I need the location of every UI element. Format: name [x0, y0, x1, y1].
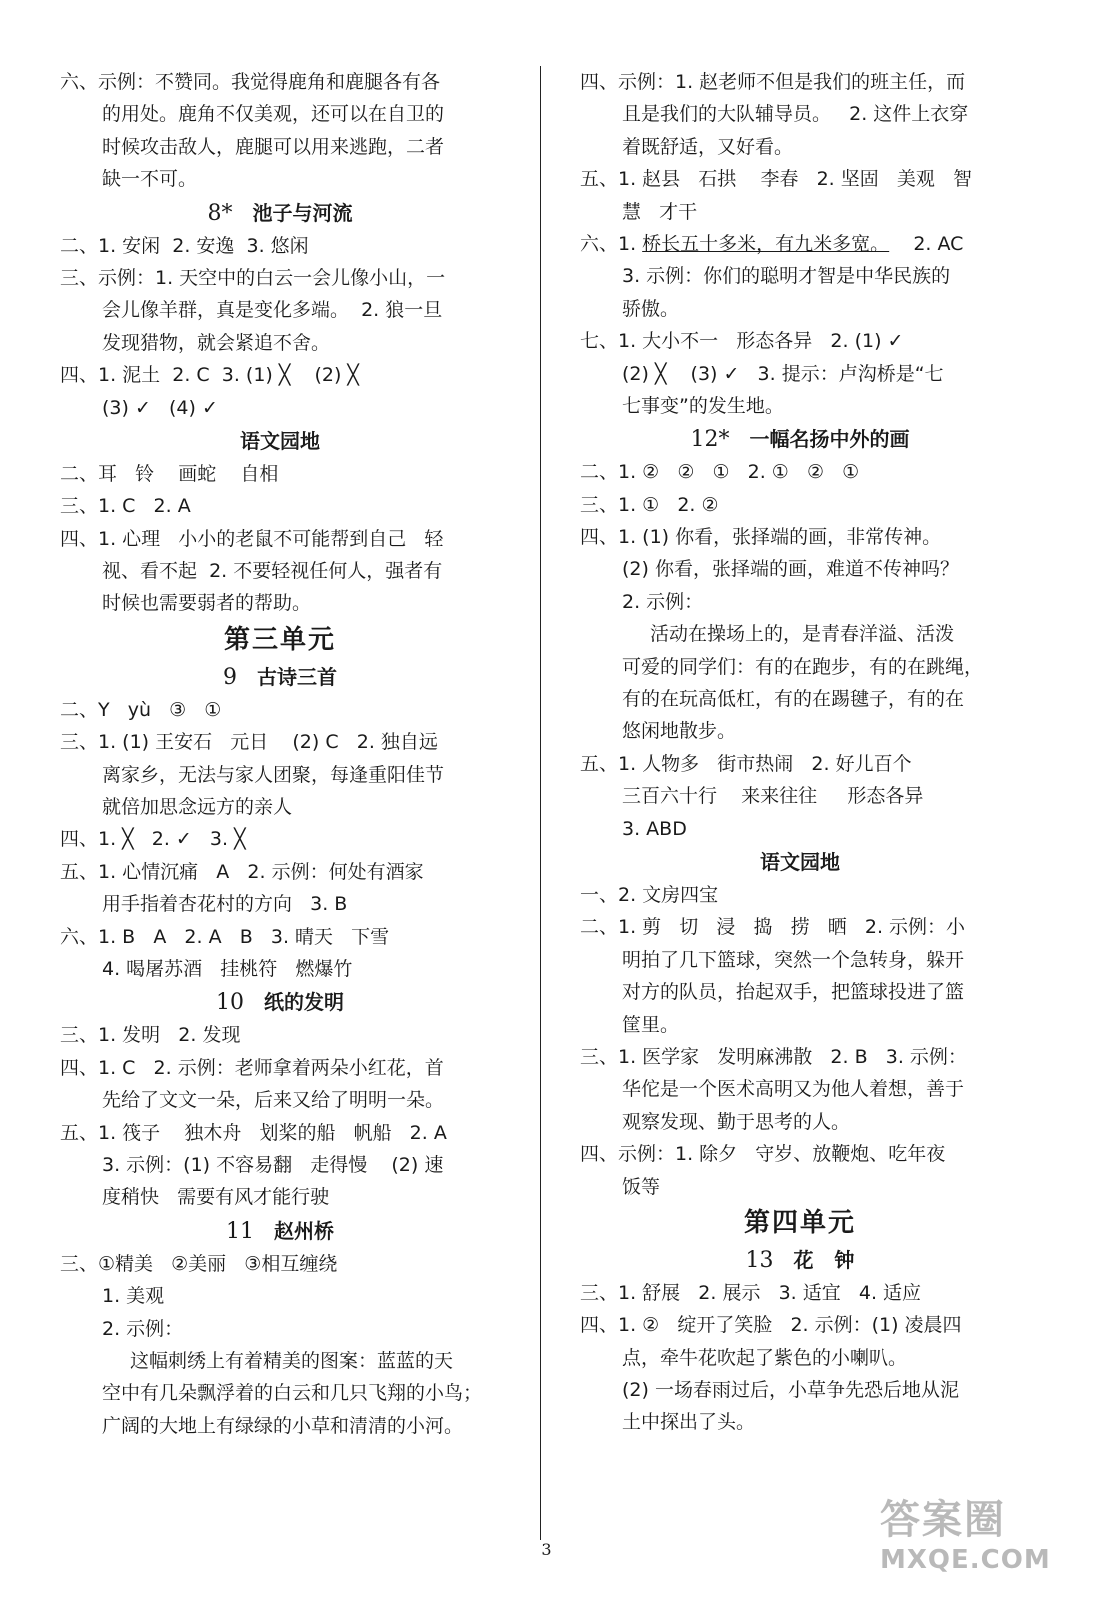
answer-text: 三、示例：1. 天空中的白云一会儿像小山，一 — [60, 266, 446, 289]
answer-text: 3. ABD — [622, 817, 687, 840]
answer-line — [580, 683, 1020, 715]
answer-line — [60, 823, 500, 855]
answer-text: 三、1. 发明 2. 发现 — [60, 1024, 241, 1047]
answer-text: 2. 示例： — [102, 1317, 184, 1340]
section-heading — [60, 660, 500, 694]
section-heading — [580, 1243, 1020, 1277]
answer-text: 一、2. 文房四宝 — [580, 883, 719, 906]
answer-text: 七、1. 大小不一 形态各异 2. (1) ✓ — [580, 330, 904, 353]
answer-text: 二、1. 安闲 2. 安逸 3. 悠闲 — [60, 234, 309, 257]
right-column — [580, 66, 1020, 1439]
answer-line — [580, 1138, 1020, 1170]
answer-text: 二、耳 铃 画蛇 自相 — [60, 462, 279, 485]
answer-text: 对方的队员，抬起双手，把篮球投进了篮 — [622, 981, 965, 1004]
lesson-title: 花 钟 — [793, 1247, 855, 1272]
answer-text: 二、Y yù ③ ① — [60, 698, 222, 721]
answer-text: 三、1. ① 2. ② — [580, 493, 719, 516]
section-heading — [60, 985, 500, 1019]
answer-line — [580, 618, 1020, 650]
answer-line — [60, 1149, 500, 1181]
answer-line — [580, 780, 1020, 812]
answer-line — [580, 325, 1020, 357]
answer-line — [60, 1410, 500, 1442]
answer-line — [580, 1171, 1020, 1203]
answer-line — [580, 456, 1020, 488]
answer-line — [60, 1248, 500, 1280]
answer-text: 筐里。 — [622, 1013, 680, 1036]
answer-text: 有的在玩高低杠，有的在踢毽子，有的在 — [622, 688, 965, 711]
lesson-number: 11 — [226, 1218, 254, 1244]
section-heading — [60, 424, 500, 458]
unit-heading: 第四单元 — [743, 1207, 856, 1238]
answer-text: 饭等 — [622, 1175, 661, 1198]
answer-text: 这幅刺绣上有着精美的图案：蓝蓝的天 — [130, 1349, 454, 1372]
answer-line — [580, 1374, 1020, 1406]
answer-text: 可爱的同学们：有的在跑步，有的在跳绳， — [622, 655, 984, 678]
answer-line — [60, 294, 500, 326]
answer-line — [580, 66, 1020, 98]
answer-text: 时候攻击敌人，鹿腿可以用来逃跑，二者 — [102, 135, 445, 158]
answer-text: 二、1. ② ② ① 2. ① ② ① — [580, 461, 860, 484]
answer-line — [60, 921, 500, 953]
answer-text: 3. 示例：你们的聪明才智是中华民族的 — [622, 265, 951, 288]
answer-line — [580, 228, 1020, 260]
answer-text: 时候也需要弱者的帮助。 — [102, 592, 312, 615]
answer-text: 2. AC — [889, 232, 964, 255]
answer-text: 广阔的大地上有绿绿的小草和清清的小河。 — [102, 1414, 464, 1437]
lesson-title: 古诗三首 — [257, 664, 337, 689]
answer-text: 离家乡，无法与家人团聚，每逢重阳佳节 — [102, 763, 445, 786]
answer-text: 三、1. 舒展 2. 展示 3. 适宜 4. 适应 — [580, 1281, 922, 1304]
answer-line — [60, 327, 500, 359]
answer-line — [60, 230, 500, 262]
answer-line — [60, 392, 500, 424]
answer-text: 三百六十行 来来往往 形态各异 — [622, 785, 924, 808]
answer-line — [60, 1181, 500, 1213]
answer-text: 四、示例：1. 除夕 守岁、放鞭炮、吃年夜 — [580, 1143, 946, 1166]
answer-line — [580, 1073, 1020, 1105]
answer-text: 华佗是一个医术高明又为他人着想，善于 — [622, 1078, 965, 1101]
lesson-title: 赵州桥 — [274, 1218, 334, 1243]
answer-text: (2) ╳ (3) ✓ 3. 提示：卢沟桥是“七 — [622, 362, 944, 385]
column-divider — [540, 66, 541, 1540]
answer-text: 四、1. 泥土 2. C 3. (1) ╳ (2) ╳ — [60, 364, 359, 387]
watermark-url: MXQE.COM — [880, 1545, 1051, 1575]
answer-text: 会儿像羊群，真是变化多端。 2. 狼一旦 — [102, 299, 443, 322]
answer-line — [60, 555, 500, 587]
answer-line — [60, 1313, 500, 1345]
answer-text: 三、1. (1) 王安石 元日 (2) C 2. 独自远 — [60, 731, 438, 754]
answer-line — [580, 1309, 1020, 1341]
answer-line — [580, 911, 1020, 943]
answer-line — [580, 976, 1020, 1008]
answer-text: 四、示例：1. 赵老师不但是我们的班主任，而 — [580, 71, 966, 93]
section-heading — [580, 845, 1020, 879]
lesson-title: 池子与河流 — [252, 200, 353, 225]
answer-text: 就倍加思念远方的亲人 — [102, 796, 293, 819]
answer-text: 点，牵牛花吹起了紫色的小喇叭。 — [622, 1346, 908, 1369]
answer-text: 3. 示例：(1) 不容易翻 走得慢 (2) 速 — [102, 1153, 444, 1176]
lesson-number: 12* — [690, 427, 730, 453]
answer-line — [580, 1406, 1020, 1438]
answer-line — [580, 1009, 1020, 1041]
answer-line — [580, 196, 1020, 228]
answer-text: 发现猎物，就会紧追不舍。 — [102, 331, 331, 354]
answer-line — [580, 879, 1020, 911]
answer-line — [60, 1019, 500, 1051]
answer-text: 三、①精美 ②美丽 ③相互缠绕 — [60, 1252, 338, 1275]
answer-line — [60, 523, 500, 555]
answer-line — [580, 651, 1020, 683]
page-number: 3 — [541, 1540, 552, 1559]
answer-text: 慧 才干 — [622, 200, 698, 223]
answer-line — [60, 163, 500, 195]
answer-line — [60, 1084, 500, 1116]
answer-text: 的用处。鹿角不仅美观，还可以在自卫的 — [102, 103, 445, 126]
answer-text: 七事变”的发生地。 — [622, 394, 784, 417]
answer-line — [60, 359, 500, 391]
answer-text: (2) 你看，张择端的画，难道不传神吗？ — [622, 558, 959, 581]
answer-line — [60, 856, 500, 888]
answer-text: 六、1. B A 2. A B 3. 晴天 下雪 — [60, 925, 390, 948]
lesson-number: 13 — [745, 1247, 774, 1273]
answer-text: 六、示例：不赞同。我觉得鹿角和鹿腿各有各 — [60, 71, 441, 93]
lesson-title: 语文园地 — [760, 849, 840, 874]
answer-text: 四、1. (1) 你看，张择端的画，非常传神。 — [580, 526, 942, 549]
answer-line — [580, 358, 1020, 390]
section-heading — [60, 196, 500, 230]
answer-line — [580, 748, 1020, 780]
answer-line — [580, 489, 1020, 521]
lesson-title: 纸的发明 — [264, 990, 344, 1015]
answer-line — [60, 791, 500, 823]
answer-text: 先给了文文一朵，后来又给了明明一朵。 — [102, 1089, 445, 1112]
answer-line — [60, 726, 500, 758]
answer-line — [580, 1342, 1020, 1374]
answer-text: 1. 美观 — [102, 1285, 165, 1308]
answer-text: 三、1. C 2. A — [60, 495, 191, 518]
answer-text: 四、1. ② 绽开了笑脸 2. 示例：(1) 凌晨四 — [580, 1314, 962, 1337]
answer-line — [580, 163, 1020, 195]
answer-text: 用手指着杏花村的方向 3. B — [102, 893, 348, 916]
lesson-title: 一幅名扬中外的画 — [749, 427, 910, 452]
unit-heading: 第三单元 — [223, 624, 336, 655]
answer-line — [580, 260, 1020, 292]
left-column — [60, 66, 500, 1442]
lesson-number: 8* — [207, 200, 233, 226]
answer-text: 三、1. 医学家 发明麻沸散 2. B 3. 示例： — [580, 1045, 967, 1068]
answer-line — [580, 390, 1020, 422]
answer-line — [580, 293, 1020, 325]
answer-text: 且是我们的大队辅导员。 2. 这件上衣穿 — [622, 103, 969, 126]
answer-text: 观察发现、勤于思考的人。 — [622, 1110, 851, 1133]
lesson-number: 9 — [223, 664, 237, 690]
answer-line — [60, 694, 500, 726]
section-heading — [60, 1214, 500, 1248]
answer-text: 二、1. 剪 切 浸 捣 捞 晒 2. 示例：小 — [580, 916, 966, 939]
answer-text: 土中探出了头。 — [622, 1411, 756, 1434]
answer-text: 四、1. ╳ 2. ✓ 3. ╳ — [60, 828, 246, 851]
answer-line — [60, 1280, 500, 1312]
answer-text: 缺一不可。 — [102, 168, 198, 191]
answer-line — [580, 521, 1020, 553]
answer-text: 五、1. 心情沉痛 A 2. 示例：何处有酒家 — [60, 860, 424, 883]
answer-line — [580, 131, 1020, 163]
answer-text: 五、1. 筏子 独木舟 划桨的船 帆船 2. A — [60, 1121, 447, 1144]
watermark-logo — [880, 1488, 1080, 1593]
answer-text: 度稍快 需要有风才能行驶 — [102, 1186, 330, 1209]
answer-line — [60, 888, 500, 920]
answer-text: 空中有几朵飘浮着的白云和几只飞翔的小鸟； — [102, 1382, 483, 1405]
answer-line — [580, 1106, 1020, 1138]
answer-text: 五、1. 人物多 街市热闹 2. 好儿百个 — [580, 752, 912, 775]
answer-line — [580, 813, 1020, 845]
answer-line — [60, 131, 500, 163]
answer-line — [60, 953, 500, 985]
answer-line — [580, 1041, 1020, 1073]
answer-text: (3) ✓ (4) ✓ — [102, 396, 218, 419]
answer-line — [60, 458, 500, 490]
answer-line — [60, 759, 500, 791]
answer-line — [580, 586, 1020, 618]
answer-text: 悠闲地散步。 — [622, 720, 737, 743]
answer-line — [60, 1377, 500, 1409]
section-heading — [580, 422, 1020, 456]
answer-text: (2) 一场春雨过后，小草争先恐后地从泥 — [622, 1379, 959, 1402]
lesson-number: 10 — [216, 990, 244, 1016]
answer-line — [580, 553, 1020, 585]
answer-line — [580, 944, 1020, 976]
answer-text: 五、1. 赵县 石拱 李春 2. 坚固 美观 智 — [580, 168, 972, 191]
answer-text: 着既舒适，又好看。 — [622, 135, 794, 158]
underlined-answer: 桥长五十多米，有九米多宽。 — [642, 232, 890, 255]
answer-text: 六、1. — [580, 232, 643, 255]
answer-line — [60, 98, 500, 130]
answer-line — [60, 262, 500, 294]
answer-text: 活动在操场上的，是青春洋溢、活泼 — [650, 623, 955, 646]
answer-line — [580, 98, 1020, 130]
answer-line — [60, 1117, 500, 1149]
answer-text: 视、看不起 2. 不要轻视任何人，强者有 — [102, 560, 443, 583]
answer-line — [60, 1345, 500, 1377]
answer-text: 四、1. C 2. 示例：老师拿着两朵小红花，首 — [60, 1056, 444, 1079]
answer-text: 2. 示例： — [622, 590, 704, 613]
watermark-mark: 答案圈 — [880, 1497, 1006, 1543]
answer-text: 明拍了几下篮球，突然一个急转身，躲开 — [622, 948, 965, 971]
answer-line — [60, 490, 500, 522]
answer-text: 骄傲。 — [622, 297, 680, 320]
answer-text: 4. 喝屠苏酒 挂桃符 燃爆竹 — [102, 957, 353, 980]
lesson-title: 语文园地 — [240, 428, 320, 453]
answer-line — [60, 1052, 500, 1084]
answer-line — [60, 66, 500, 98]
answer-line — [580, 715, 1020, 747]
answer-line — [60, 587, 500, 619]
answer-text: 四、1. 心理 小小的老鼠不可能帮到自己 轻 — [60, 527, 444, 550]
answer-line — [580, 1277, 1020, 1309]
